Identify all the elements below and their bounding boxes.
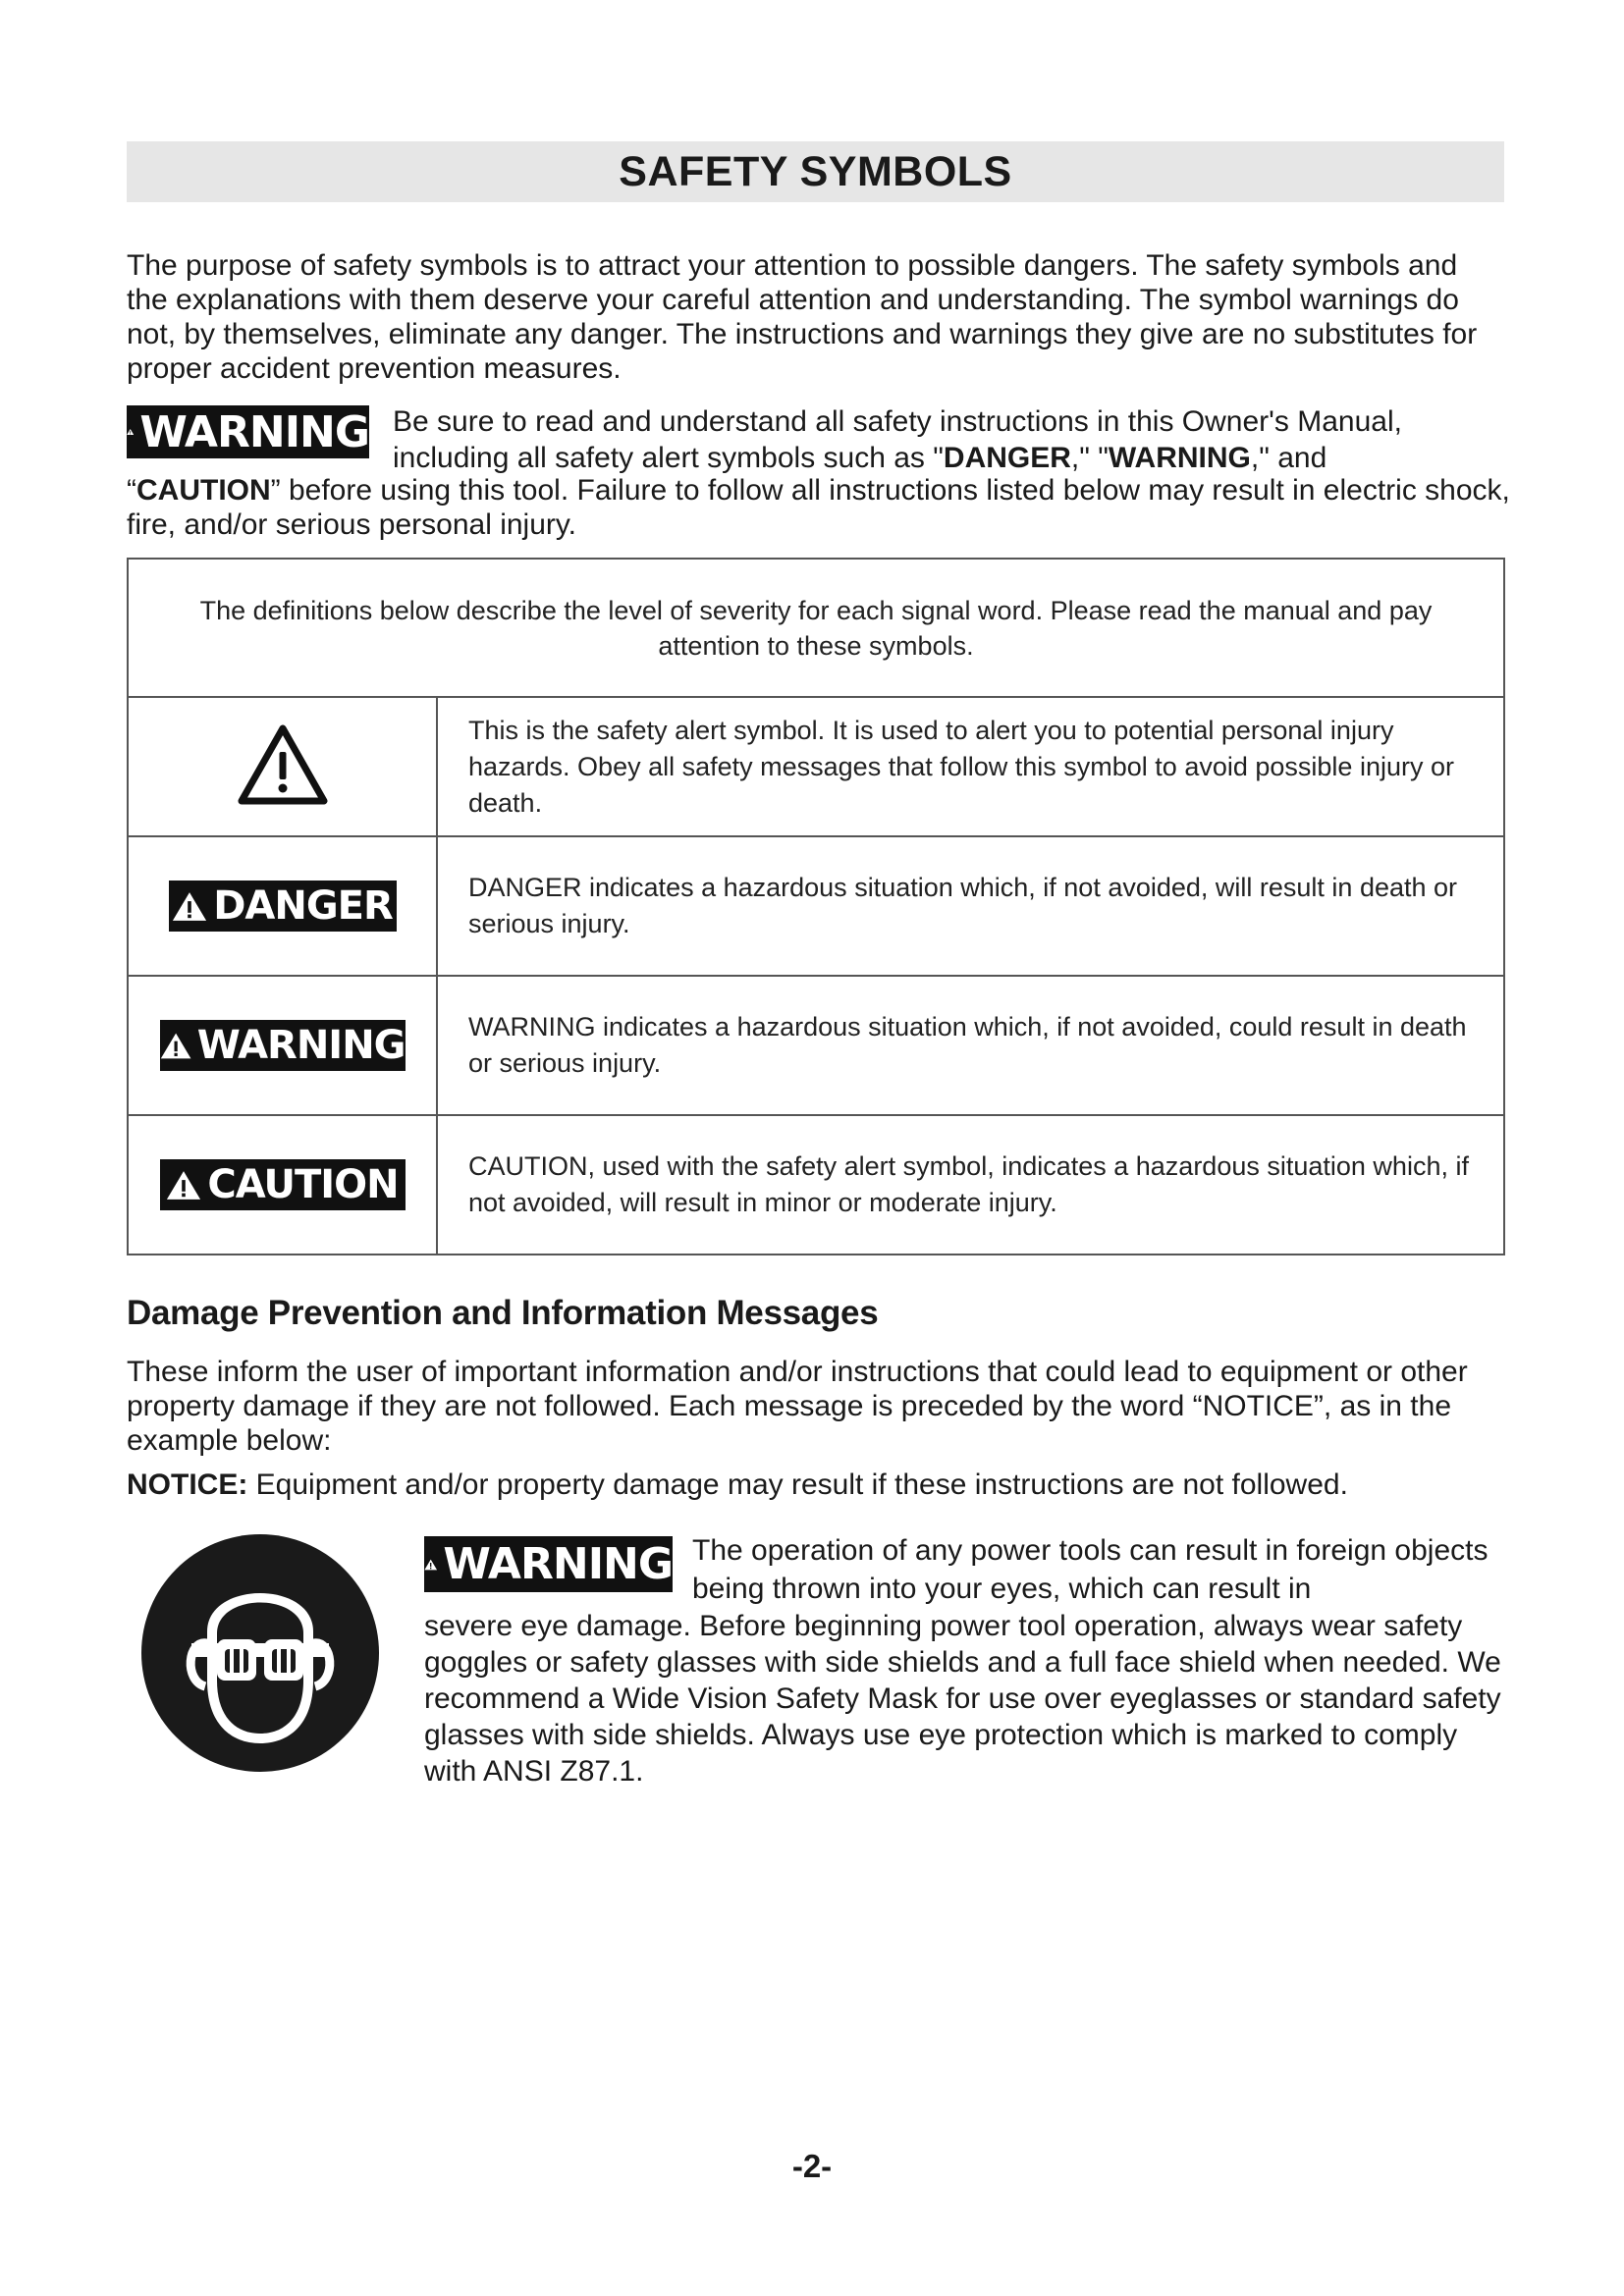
table-row — [128, 1115, 1504, 1255]
page-title: SAFETY SYMBOLS — [619, 147, 1012, 195]
table-row — [128, 836, 1504, 976]
alert-triangle-icon — [160, 1031, 191, 1061]
eye-warning-text: The operation of any power tools can result in foreign objects being thrown into your eyes, which can result in — [692, 1534, 1489, 1605]
danger-badge — [169, 881, 397, 932]
warning-cont-text: ” before using this tool. Failure to follow all instructions listed below may result in electric shock, fire, and/or serious personal injury. — [127, 474, 1510, 541]
warning-text-b: ," " — [1070, 442, 1109, 474]
safety-alert-icon — [236, 722, 330, 807]
warning-paragraph-continued — [127, 473, 1511, 542]
notice-text: Equipment and/or property damage may result if these instructions are not followed. — [247, 1468, 1348, 1501]
warning-word: WARNING — [1108, 442, 1251, 474]
quote-open: “ — [127, 474, 136, 507]
warning-text-a: Be sure to read and understand all safety instructions in this Owner's Manual, including all safety alert symbols such as " — [393, 405, 1402, 474]
warning-badge — [127, 405, 369, 458]
warning-badge — [160, 1020, 406, 1071]
eye-warning-badge-label: WARNING — [443, 1539, 673, 1589]
caution-badge — [160, 1159, 406, 1210]
description-cell: This is the safety alert symbol. It is used to alert you to potential personal injury hazards. Obey all safety messages that follow this symbol to avoid possible injury or death. — [437, 697, 1504, 836]
table-intro: The definitions below describe the level of severity for each signal word. Please read the manual and pay attention to these symbols. — [128, 559, 1504, 697]
title-bar — [127, 141, 1504, 202]
damage-heading: Damage Prevention and Information Messages — [127, 1294, 879, 1332]
page-number: -2- — [791, 2148, 833, 2184]
eye-warning-badge — [424, 1536, 673, 1592]
symbol-cell — [128, 976, 437, 1115]
table-intro-row — [128, 559, 1504, 697]
table-row — [128, 976, 1504, 1115]
description-cell: CAUTION, used with the safety alert symbol, indicates a hazardous situation which, if not avoided, will result in minor or moderate injury. — [437, 1115, 1504, 1255]
eye-warning-text-continued: severe eye damage. Before beginning power tool operation, always wear safety goggles or safety glasses with side shields and a full face shield when needed. We recommend a Wide Vision Safety Mask for use over eyeglasses or standard safety glasses with side shields. Always use eye protection which is marked to comply with ANSI Z87.1. — [424, 1610, 1501, 1788]
alert-triangle-icon — [424, 1548, 437, 1581]
danger-badge-label: DANGER — [213, 883, 393, 929]
warning-paragraph — [393, 403, 1512, 476]
severity-table — [127, 558, 1505, 1255]
symbol-cell — [128, 1115, 437, 1255]
caution-word: CAUTION — [136, 474, 271, 507]
warning-text-c: ," and — [1250, 442, 1327, 474]
warning-badge-label: WARNING — [196, 1023, 406, 1068]
danger-word: DANGER — [943, 442, 1071, 474]
description-cell: DANGER indicates a hazardous situation which, if not avoided, will result in death or serious injury. — [437, 836, 1504, 976]
description-cell: WARNING indicates a hazardous situation which, if not avoided, could result in death or serious injury. — [437, 976, 1504, 1115]
eye-protection-icon — [140, 1533, 380, 1773]
symbol-cell — [128, 697, 437, 836]
alert-triangle-icon — [166, 1170, 201, 1201]
alert-triangle-icon — [172, 891, 207, 922]
table-row — [128, 697, 1504, 836]
warning-badge-label: WARNING — [139, 406, 369, 457]
symbol-cell — [128, 836, 437, 976]
damage-paragraph: These inform the user of important information and/or instructions that could lead to equipment or other property damage if they are not followed. Each message is preceded by the word “NOTICE”, as in the example below: — [127, 1356, 1468, 1457]
notice-label: NOTICE: — [127, 1468, 248, 1501]
caution-badge-label: CAUTION — [207, 1162, 399, 1207]
intro-paragraph: The purpose of safety symbols is to attract your attention to possible dangers. The safety symbols and the explanations with them deserve your careful attention and understanding. The symbol warnings do not, by themselves, eliminate any danger. The instructions and warnings they give are no substitutes for proper accident prevention measures. — [127, 249, 1478, 385]
notice-line — [127, 1468, 1511, 1502]
alert-triangle-icon — [127, 415, 134, 449]
